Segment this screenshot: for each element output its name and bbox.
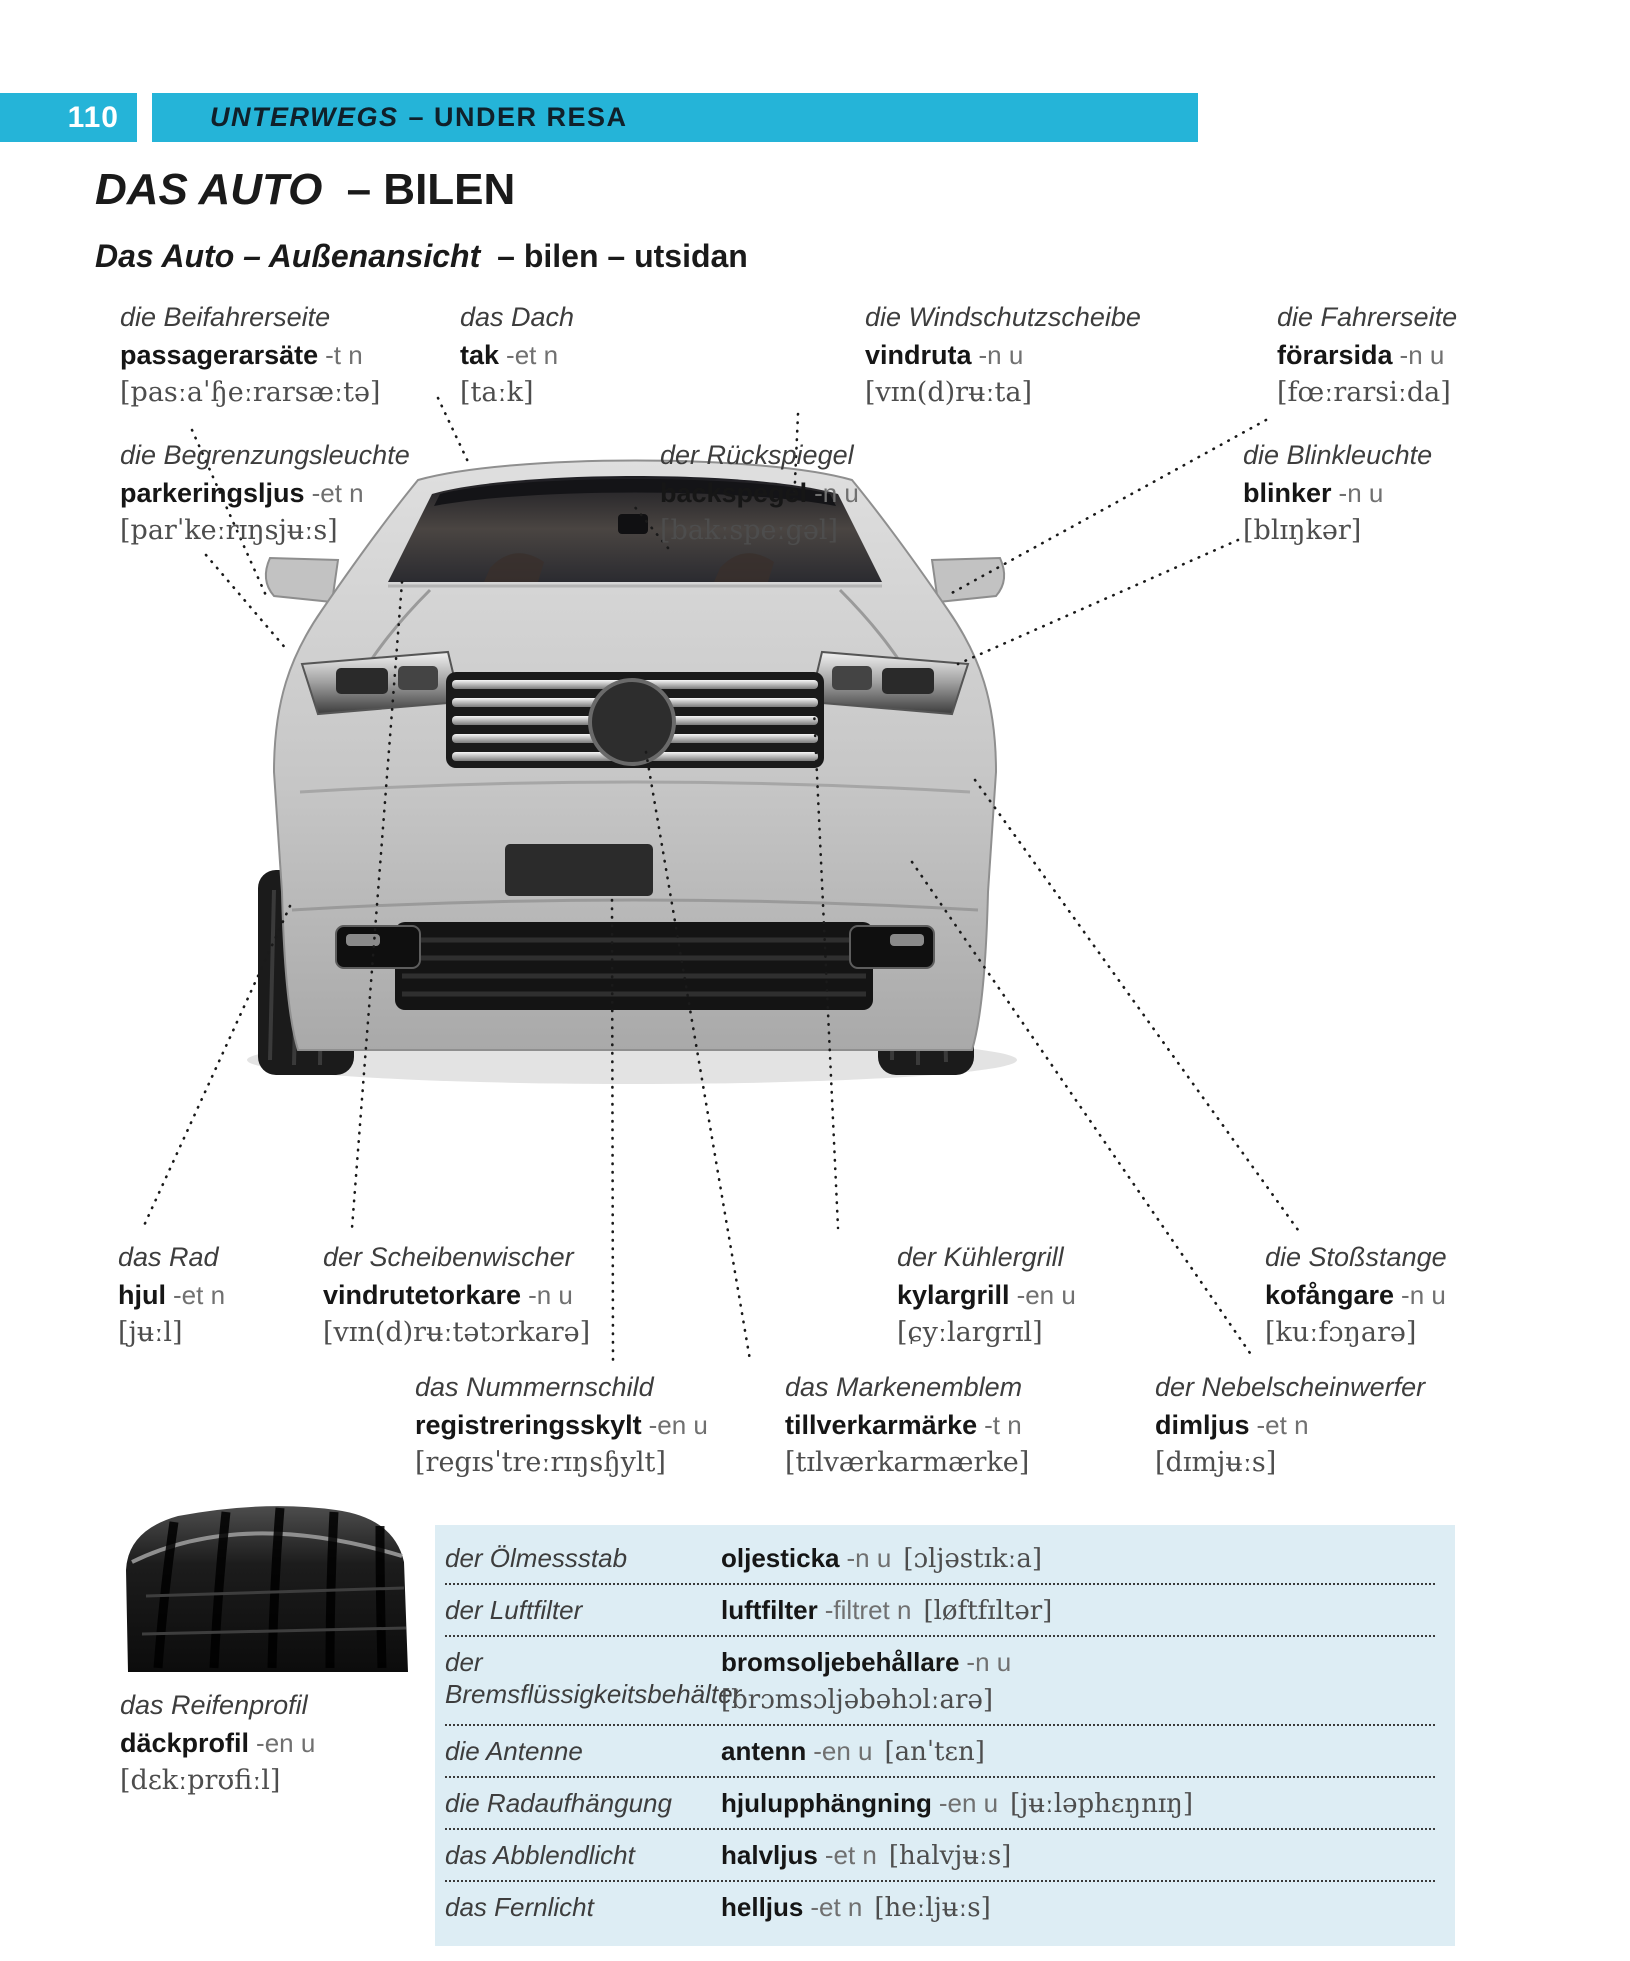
- row-swedish: helljus -et n [heːljʉːs]: [721, 1892, 991, 1923]
- label-dach: [460, 298, 574, 412]
- label-phonetic: [ɕyːlargrɪl]: [897, 1317, 1043, 1348]
- table-row: [445, 1830, 1435, 1882]
- table-row: [445, 1778, 1435, 1830]
- label-swedish: tak -et n: [460, 340, 559, 370]
- label-phonetic: [blɪŋkər]: [1243, 515, 1362, 546]
- label-phonetic: [fœːrarsiːda]: [1277, 377, 1451, 408]
- label-nummernschild: [415, 1368, 708, 1482]
- label-german: das Markenemblem: [785, 1372, 1023, 1402]
- row-swedish: bromsoljebehållare -n u [brɔmsɔljəbəhɔlːarə]: [721, 1647, 1012, 1715]
- label-german: das Reifenprofil: [120, 1690, 308, 1720]
- label-german: der Kühlergrill: [897, 1242, 1064, 1272]
- table-row: [445, 1726, 1435, 1778]
- label-swedish: hjul -et n: [118, 1280, 226, 1310]
- row-german: das Fernlicht: [445, 1892, 594, 1922]
- tire-svg: [122, 1500, 412, 1672]
- label-german: der Nebelscheinwerfer: [1155, 1372, 1426, 1402]
- label-swedish: kylargrill -en u: [897, 1280, 1076, 1310]
- label-german: das Nummernschild: [415, 1372, 654, 1402]
- section-title-german: UNTERWEGS: [210, 102, 399, 132]
- label-german: die Stoßstange: [1265, 1242, 1447, 1272]
- label-phonetic: [pasːaˈɧeːrarsæːtə]: [120, 377, 381, 408]
- label-swedish: förarsida -n u: [1277, 340, 1445, 370]
- label-phonetic: [regɪsˈtreːrɪŋsɧylt]: [415, 1447, 666, 1478]
- label-phonetic: [kuːfɔŋarə]: [1265, 1317, 1417, 1348]
- label-stossstange: [1265, 1238, 1447, 1352]
- label-rad: [118, 1238, 225, 1352]
- label-phonetic: [taːk]: [460, 377, 534, 408]
- label-swedish: passagerarsäte -t n: [120, 340, 363, 370]
- row-german: das Abblendlicht: [445, 1840, 635, 1870]
- row-german: der Bremsflüssigkeitsbehälter: [445, 1647, 742, 1709]
- label-swedish: kofångare -n u: [1265, 1280, 1446, 1310]
- row-german: die Radaufhängung: [445, 1788, 672, 1818]
- row-german: die Antenne: [445, 1736, 583, 1766]
- table-row: [445, 1533, 1435, 1585]
- row-german: der Ölmessstab: [445, 1543, 628, 1573]
- label-german: der Scheibenwischer: [323, 1242, 574, 1272]
- label-swedish: parkeringsljus -et n: [120, 478, 364, 508]
- label-swedish: tillverkarmärke -t n: [785, 1410, 1022, 1440]
- row-swedish: antenn -en u [anˈtɛn]: [721, 1736, 985, 1767]
- label-swedish: dimljus -et n: [1155, 1410, 1309, 1440]
- label-swedish: vindrutetorkare -n u: [323, 1280, 573, 1310]
- label-phonetic: [bakːspeːgəl]: [660, 515, 839, 546]
- table-row: [445, 1585, 1435, 1637]
- page-title-german: DAS AUTO: [95, 165, 323, 214]
- row-swedish: halvljus -et n [halvjʉːs]: [721, 1840, 1012, 1871]
- label-swedish: däckprofil -en u: [120, 1728, 316, 1758]
- page-subtitle-german: Das Auto – Außenansicht: [95, 238, 481, 274]
- vocabulary-table: [435, 1525, 1455, 1946]
- label-phonetic: [parˈkeːrɪŋsjʉːs]: [120, 515, 338, 546]
- label-swedish: backspegel -n u: [660, 478, 859, 508]
- row-swedish: hjulupphängning -en u [jʉːləphɛŋnɪŋ]: [721, 1788, 1194, 1819]
- label-phonetic: [dɪmjʉːs]: [1155, 1447, 1277, 1478]
- label-rueckspiegel: [660, 436, 859, 550]
- row-german: der Luftfilter: [445, 1595, 583, 1625]
- label-phonetic: [jʉːl]: [118, 1317, 183, 1348]
- label-reifenprofil: [120, 1686, 315, 1800]
- label-kuehlergrill: [897, 1238, 1076, 1352]
- label-scheibenwischer: [323, 1238, 590, 1352]
- label-phonetic: [vɪn(d)rʉːtətɔrkarə]: [323, 1317, 591, 1348]
- label-german: das Dach: [460, 302, 575, 332]
- page-number: 110: [67, 100, 119, 134]
- label-windschutzscheibe: [865, 298, 1141, 412]
- tire-photo: [122, 1500, 412, 1672]
- row-swedish: luftfilter -filtret n [løftfɪltər]: [721, 1595, 1053, 1626]
- table-row: [445, 1637, 1435, 1726]
- label-begrenzungsleuchte: [120, 436, 410, 550]
- label-german: das Rad: [118, 1242, 219, 1272]
- label-german: die Fahrerseite: [1277, 302, 1458, 332]
- label-swedish: registreringsskylt -en u: [415, 1410, 708, 1440]
- label-nebelscheinwerfer: [1155, 1368, 1425, 1482]
- label-swedish: vindruta -n u: [865, 340, 1024, 370]
- label-german: die Windschutzscheibe: [865, 302, 1141, 332]
- label-german: die Blinkleuchte: [1243, 440, 1433, 470]
- label-german: der Rückspiegel: [660, 440, 854, 470]
- label-swedish: blinker -n u: [1243, 478, 1384, 508]
- label-phonetic: [tɪlværkarmærke]: [785, 1447, 1030, 1478]
- table-row: [445, 1882, 1435, 1932]
- page-title-swedish: – BILEN: [346, 165, 516, 214]
- label-blinkleuchte: [1243, 436, 1432, 550]
- label-german: die Beifahrerseite: [120, 302, 331, 332]
- label-fahrerseite: [1277, 298, 1457, 412]
- label-german: die Begrenzungsleuchte: [120, 440, 410, 470]
- page-subtitle-swedish: – bilen – utsidan: [497, 238, 748, 274]
- row-swedish: oljesticka -n u [ɔljəstɪkːa]: [721, 1543, 1043, 1574]
- label-markenemblem: [785, 1368, 1029, 1482]
- label-phonetic: [dɛkːprʊfiːl]: [120, 1765, 281, 1796]
- section-title-swedish: – UNDER RESA: [408, 102, 628, 132]
- label-beifahrerseite: [120, 298, 380, 412]
- label-phonetic: [vɪn(d)rʉːta]: [865, 377, 1033, 408]
